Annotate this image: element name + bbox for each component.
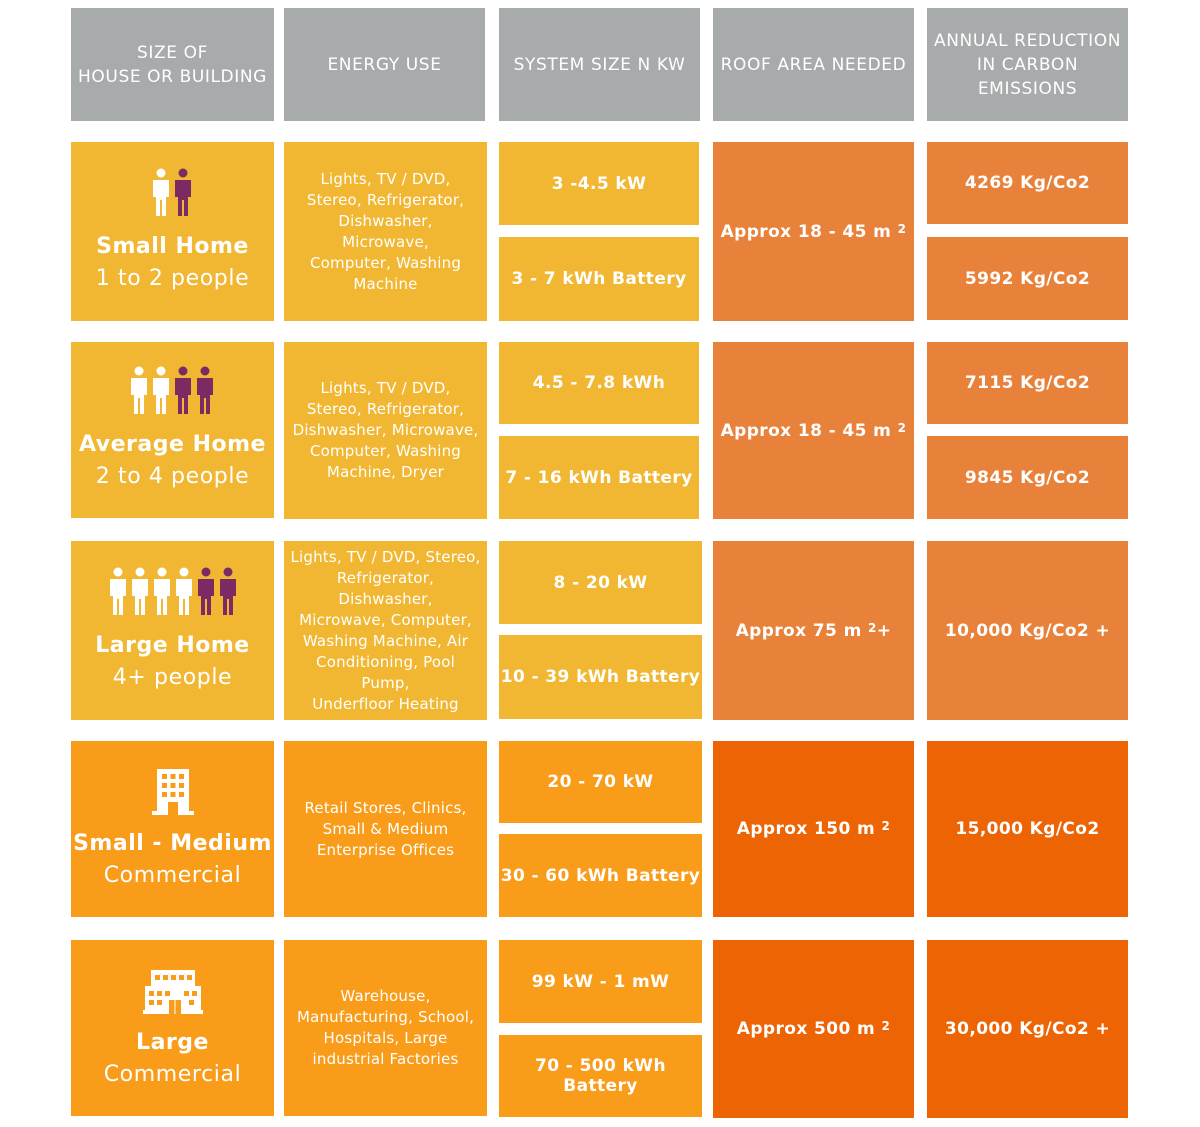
header-energy: [284, 8, 485, 121]
row-large-home-category: [71, 541, 274, 720]
header-system: [499, 8, 700, 121]
roof-sup: 2: [881, 819, 891, 833]
row-small-medium-commercial-roof: [713, 741, 914, 917]
roof-sup: 2: [868, 620, 877, 635]
row-large-commercial-system: 99 kW - 1 mW: [499, 940, 702, 1023]
category-sub: Commercial: [103, 1062, 242, 1087]
row-average-home-system: 4.5 - 7.8 kWh: [499, 342, 699, 424]
roof-value: Approx 150 m: [736, 819, 876, 839]
row-average-home-carbon-1: 7115 Kg/Co2: [927, 342, 1128, 424]
two-people-icon: [150, 168, 196, 218]
row-large-commercial-roof: [713, 940, 914, 1118]
row-small-home-category: [71, 142, 274, 321]
row-average-home-roof: [713, 342, 914, 519]
row-small-home-system: 3 -4.5 kW: [499, 142, 699, 225]
header-energy-label: ENERGY USE: [327, 54, 442, 75]
row-small-home-carbon-2: 5992 Kg/Co2: [927, 237, 1128, 320]
row-small-home-energy: Lights, TV / DVD, Stereo, Refrigerator, Dishwasher, Microwave, Computer, Washing Machine: [284, 142, 487, 321]
row-large-home-carbon: 10,000 Kg/Co2 +: [927, 541, 1128, 720]
header-roof: [713, 8, 914, 121]
category-name: Small - Medium: [73, 831, 272, 856]
roof-value: Approx 18 - 45 m: [720, 420, 892, 441]
office-building-icon: [152, 765, 194, 815]
row-large-home-system: 8 - 20 kW: [499, 541, 702, 624]
category-sub: 4+ people: [112, 664, 233, 690]
row-average-home-energy: Lights, TV / DVD, Stereo, Refrigerator, Dishwasher, Microwave, Computer, Washing Machine, Dryer: [284, 342, 487, 519]
category-sub: 2 to 4 people: [95, 464, 250, 489]
header-size-label: SIZE OF HOUSE OR BUILDING: [78, 42, 267, 87]
header-roof-label: ROOF AREA NEEDED: [720, 54, 907, 75]
category-name: Large: [136, 1030, 209, 1055]
row-large-home-battery: 10 - 39 kWh Battery: [499, 635, 702, 719]
row-small-home-roof: [713, 142, 914, 321]
roof-sup: 2: [897, 221, 907, 236]
roof-value: Approx 75 m: [735, 620, 862, 641]
row-large-commercial-category: [71, 940, 274, 1116]
roof-suffix: +: [876, 620, 892, 641]
row-small-medium-commercial-system: 20 - 70 kW: [499, 741, 702, 823]
roof-value: Approx 500 m: [736, 1019, 876, 1039]
row-large-commercial-energy: Warehouse, Manufacturing, School, Hospitals, Large industrial Factories: [284, 940, 487, 1116]
row-average-home-battery: 7 - 16 kWh Battery: [499, 436, 699, 519]
category-sub: Commercial: [103, 863, 242, 888]
header-size: [71, 8, 274, 121]
header-carbon: [927, 8, 1128, 121]
row-small-medium-commercial-carbon: 15,000 Kg/Co2: [927, 741, 1128, 917]
six-people-icon: [108, 567, 238, 617]
row-small-home-battery: 3 - 7 kWh Battery: [499, 237, 699, 321]
row-small-medium-commercial-category: [71, 741, 274, 917]
header-system-label: SYSTEM SIZE N KW: [513, 54, 686, 75]
row-large-home-roof: [713, 541, 914, 720]
factory-building-icon: [143, 964, 203, 1014]
roof-sup: 2: [881, 1019, 891, 1033]
row-small-home-carbon-1: 4269 Kg/Co2: [927, 142, 1128, 224]
row-large-commercial-battery: 70 - 500 kWh Battery: [499, 1035, 702, 1117]
roof-value: Approx 18 - 45 m: [720, 221, 892, 242]
header-carbon-label: ANNUAL REDUCTION IN CARBON EMISSIONS: [933, 30, 1122, 99]
four-people-icon: [129, 366, 217, 416]
row-large-home-energy: Lights, TV / DVD, Stereo, Refrigerator, Dishwasher, Microwave, Computer, Washing Machine, Air Conditioning, Pool Pump, Underfloor Heating: [284, 541, 487, 720]
row-large-commercial-carbon: 30,000 Kg/Co2 +: [927, 940, 1128, 1118]
row-small-medium-commercial-energy: Retail Stores, Clinics, Small & Medium Enterprise Offices: [284, 741, 487, 917]
row-small-medium-commercial-battery: 30 - 60 kWh Battery: [499, 834, 702, 917]
row-average-home-category: [71, 342, 274, 518]
roof-sup: 2: [897, 420, 907, 435]
category-name: Average Home: [79, 432, 266, 457]
category-sub: 1 to 2 people: [95, 265, 250, 291]
category-name: Large Home: [95, 632, 250, 658]
category-name: Small Home: [96, 233, 249, 259]
row-average-home-carbon-2: 9845 Kg/Co2: [927, 436, 1128, 519]
